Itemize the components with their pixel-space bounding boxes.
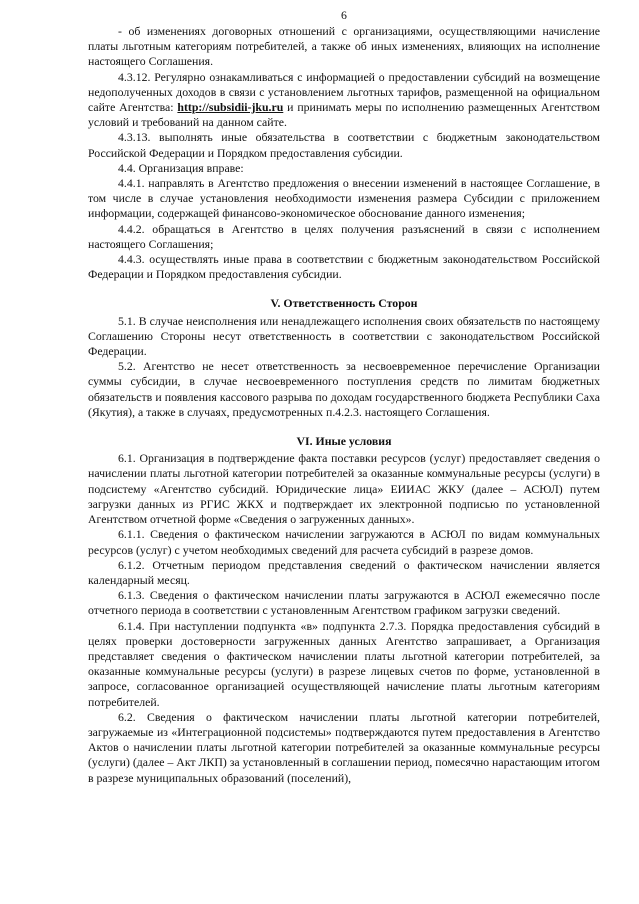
document-page: [88, 0, 600, 786]
website-link[interactable]: http://subsidii-jku.ru: [177, 100, 284, 115]
paragraph: - об изменениях договорных отношений с организациями, осуществляющими начисление платы льготным категориям потребителей, а также об иных изменениях, влияющих на исполнение настоящего Соглашения.: [88, 24, 600, 69]
paragraph: 6.1.4. При наступлении подпункта «в» подпункта 2.7.3. Порядка предоставления субсидий в целях проверки достоверности загруженных данных Агентство запрашивает, а Организация представляет сведения о фактическом начислении платы льготной категории потребителей, за оказанные коммунальные ресурсы (услуги) в разрезе лицевых счетов по форме, установленной в запросе, согласованное организацией осуществляющей начисление платы льготным категориям потребителей.: [88, 618, 600, 709]
paragraph: 4.4.3. осуществлять иные права в соответствии с бюджетным законодательством Российской Федерации и Порядком предоставления субсидии.: [88, 252, 600, 282]
paragraph: 6.1. Организация в подтверждение факта поставки ресурсов (услуг) предоставляет сведения о начислении платы льготной категории потребителей за оказанные коммунальные ресурсы (услуги) в подсистему «Агентство субсидий. Юридические лица» ЕИИАС ЖКУ (далее – АСЮЛ) путем загрузки данных из РГИС ЖКХ и подтверждает их электронной подписью по установленной Агентством отчетной форме «Сведения о загруженных данных».: [88, 451, 600, 527]
paragraph: 4.4. Организация вправе:: [118, 160, 244, 175]
section-title-v: V. Ответственность Сторон: [270, 296, 418, 311]
page-number: 6: [341, 8, 347, 22]
paragraph-with-link: [88, 70, 600, 131]
section-title-vi: VI. Иные условия: [296, 434, 392, 449]
paragraph-text: и принимать меры по исполнению размещенных Агентством условий и требований на данном сайте.: [88, 100, 600, 130]
paragraph: 5.2. Агентство не несет ответственность за несвоевременное перечисление Организации суммы субсидии, в случае несвоевременного поступления средств по лимитам бюджетных обязательств и появления кассового разрыва по доходам государственного бюджета Республики Саха (Якутия), а также в случаях, предусмотренных п.4.2.3. настоящего Соглашения.: [88, 359, 600, 419]
paragraph: 6.1.1. Сведения о фактическом начислении загружаются в АСЮЛ по видам коммунальных ресурсов (услуг) с учетом необходимых сведений для расчета субсидий в разрезе домов.: [88, 527, 600, 557]
paragraph: 4.4.1. направлять в Агентство предложения о внесении изменений в настоящее Соглашение, в том числе в случае установления необходимости изменения размера Субсидии с приложением информации, содержащей финансово-экономическое обоснование данного изменения;: [88, 176, 600, 221]
paragraph: 6.1.2. Отчетным периодом представления сведений о фактическом начислении является календарный месяц.: [88, 557, 600, 587]
paragraph: 6.1.3. Сведения о фактическом начислении платы загружаются в АСЮЛ ежемесячно после отчетного периода в соответствии с установленным Агентством графиком загрузки сведений.: [88, 588, 600, 618]
paragraph: 4.4.2. обращаться в Агентство в целях получения разъяснений в связи с исполнением настоящего Соглашения;: [88, 221, 600, 251]
paragraph: 5.1. В случае неисполнения или ненадлежащего исполнения своих обязательств по настоящему Соглашению Стороны несут ответственность в соответствии с законодательством Российской Федерации.: [88, 313, 600, 359]
paragraph: 6.2. Сведения о фактическом начислении платы льготной категории потребителей, загружаемые из «Интеграционной подсистемы» подтверждаются путем предоставления в Агентство Актов о начислении платы льготной категории потребителей за оказанные коммунальные ресурсы (услуги) (далее – Акт ЛКП) за установленный в соглашении период, помесячно нарастающим итогом в разрезе муниципальных образований (поселений),: [88, 709, 601, 785]
paragraph-text: 4.3.12. Регулярно ознакамливаться с информацией о предоставлении субсидий на возмещение недополученных доходов в связи с установлением льготных тарифов, размещенной на официальном сайте Агентства:: [88, 69, 600, 115]
paragraph: 4.3.13. выполнять иные обязательства в соответствии с бюджетным законодательством Российской Федерации и Порядком предоставления субсидии.: [88, 130, 600, 160]
